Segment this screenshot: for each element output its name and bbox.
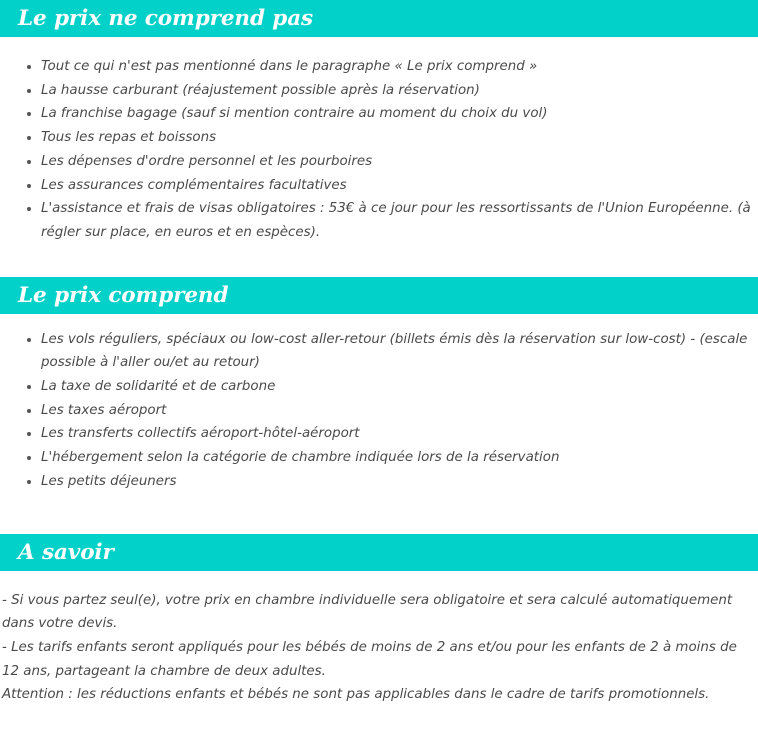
section-header-a-savoir: A savoir: [0, 534, 758, 571]
section-header-le-prix-ne-comprend-pas: Le prix ne comprend pas: [0, 0, 758, 37]
list-item: Tout ce qui n'est pas mentionné dans le paragraphe « Le prix comprend »: [0, 55, 758, 79]
list-item: Les dépenses d'ordre personnel et les pourboires: [0, 150, 758, 174]
section-header-le-prix-comprend: Le prix comprend: [0, 277, 758, 314]
list-item: Les vols réguliers, spéciaux ou low-cost aller-retour (billets émis dès la réservation sur low-cost) - (escale possible à l'aller ou/et au retour): [0, 328, 758, 375]
list-item: Les petits déjeuners: [0, 470, 758, 494]
section-le-prix-comprend: [0, 277, 758, 494]
list-item: La hausse carburant (réajustement possible après la réservation): [0, 79, 758, 103]
section-a-savoir: [0, 534, 758, 708]
note-paragraph: - Si vous partez seul(e), votre prix en chambre individuelle sera obligatoire et sera calculé automatiquement dans votre devis.: [2, 592, 733, 632]
list-item: Les taxes aéroport: [0, 399, 758, 423]
inclusions-list: [0, 328, 758, 494]
list-item: Les assurances complémentaires facultatives: [0, 174, 758, 198]
section-le-prix-ne-comprend-pas: [0, 0, 758, 245]
list-item: Tous les repas et boissons: [0, 126, 758, 150]
exclusions-list: [0, 55, 758, 245]
list-item: La taxe de solidarité et de carbone: [0, 375, 758, 399]
list-item: L'hébergement selon la catégorie de chambre indiquée lors de la réservation: [0, 446, 758, 470]
list-item: L'assistance et frais de visas obligatoires : 53€ à ce jour pour les ressortissants de l'Union Européenne. (à régler sur place, en euros et en espèces).: [0, 197, 758, 244]
note-paragraph: - Les tarifs enfants seront appliqués pour les bébés de moins de 2 ans et/ou pour les enfants de 2 à moins de 12 ans, partageant la chambre de deux adultes.: [2, 639, 737, 679]
note-paragraph: Attention : les réductions enfants et bébés ne sont pas applicables dans le cadre de tarifs promotionnels.: [2, 687, 710, 703]
notes-paragraphs: [0, 589, 758, 708]
list-item: Les transferts collectifs aéroport-hôtel-aéroport: [0, 422, 758, 446]
section-spacer: [0, 494, 758, 534]
list-item: La franchise bagage (sauf si mention contraire au moment du choix du vol): [0, 102, 758, 126]
section-spacer: [0, 245, 758, 277]
